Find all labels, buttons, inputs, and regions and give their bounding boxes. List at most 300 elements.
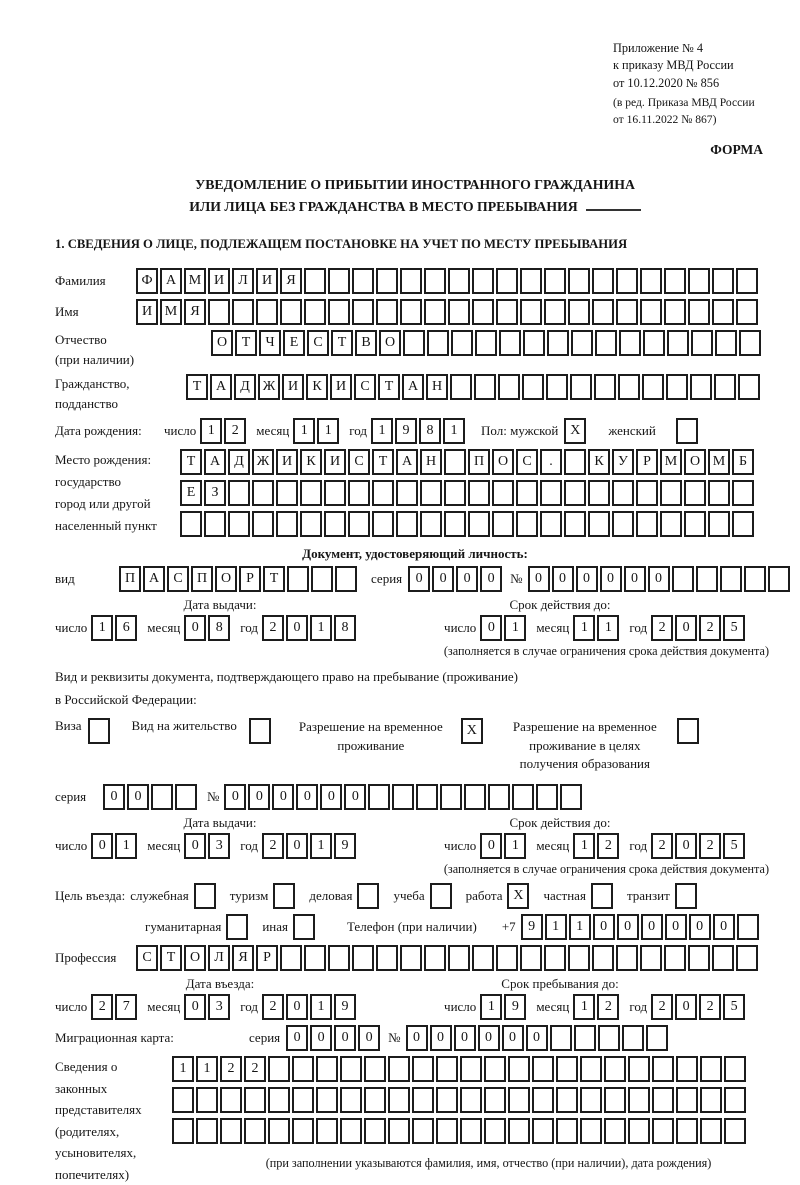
char-cell[interactable]: 0	[432, 566, 454, 592]
char-cell[interactable]: 1	[597, 615, 619, 641]
char-cell[interactable]	[468, 480, 490, 506]
char-cell[interactable]	[232, 299, 254, 325]
char-cell[interactable]	[592, 268, 614, 294]
char-cell[interactable]: 1	[310, 994, 332, 1020]
checkbox-cell[interactable]: X	[507, 883, 529, 909]
char-cell[interactable]	[546, 374, 568, 400]
char-cell[interactable]: И	[136, 299, 158, 325]
char-cell[interactable]	[508, 1087, 530, 1113]
char-cell[interactable]: К	[306, 374, 328, 400]
char-cell[interactable]: И	[276, 449, 298, 475]
char-cell[interactable]	[684, 511, 706, 537]
char-cell[interactable]: Р	[239, 566, 261, 592]
char-cell[interactable]	[444, 480, 466, 506]
char-cell[interactable]	[736, 268, 758, 294]
char-cell[interactable]	[564, 449, 586, 475]
char-cell[interactable]: 6	[115, 615, 137, 641]
char-cell[interactable]: 0	[456, 566, 478, 592]
char-cell[interactable]: 9	[395, 418, 417, 444]
char-cell[interactable]	[532, 1087, 554, 1113]
char-cell[interactable]	[287, 566, 309, 592]
char-cell[interactable]	[220, 1118, 242, 1144]
char-cell[interactable]: 0	[91, 833, 113, 859]
char-cell[interactable]	[556, 1056, 578, 1082]
char-cell[interactable]	[300, 480, 322, 506]
char-cell[interactable]: Я	[184, 299, 206, 325]
char-cell[interactable]: 0	[648, 566, 670, 592]
char-cell[interactable]: М	[708, 449, 730, 475]
char-cell[interactable]	[520, 945, 542, 971]
char-cell[interactable]	[484, 1056, 506, 1082]
char-cell[interactable]	[664, 945, 686, 971]
char-cell[interactable]	[690, 374, 712, 400]
char-cell[interactable]: О	[379, 330, 401, 356]
char-cell[interactable]: 0	[675, 833, 697, 859]
char-cell[interactable]	[676, 1056, 698, 1082]
char-cell[interactable]: 1	[569, 914, 591, 940]
char-cell[interactable]: О	[184, 945, 206, 971]
char-cell[interactable]: 0	[184, 994, 206, 1020]
char-cell[interactable]	[268, 1087, 290, 1113]
char-cell[interactable]	[316, 1056, 338, 1082]
char-cell[interactable]	[204, 511, 226, 537]
char-cell[interactable]	[328, 268, 350, 294]
char-cell[interactable]	[340, 1056, 362, 1082]
char-cell[interactable]: С	[307, 330, 329, 356]
char-cell[interactable]: 0	[641, 914, 663, 940]
char-cell[interactable]: 0	[430, 1025, 452, 1051]
char-cell[interactable]: 0	[184, 615, 206, 641]
char-cell[interactable]	[580, 1056, 602, 1082]
char-cell[interactable]	[412, 1056, 434, 1082]
char-cell[interactable]: А	[204, 449, 226, 475]
char-cell[interactable]	[616, 945, 638, 971]
char-cell[interactable]: Л	[208, 945, 230, 971]
char-cell[interactable]	[268, 1118, 290, 1144]
char-cell[interactable]: Д	[228, 449, 250, 475]
char-cell[interactable]	[588, 480, 610, 506]
char-cell[interactable]: 2	[91, 994, 113, 1020]
char-cell[interactable]: П	[191, 566, 213, 592]
char-cell[interactable]	[228, 511, 250, 537]
char-cell[interactable]	[736, 945, 758, 971]
char-cell[interactable]: В	[355, 330, 377, 356]
char-cell[interactable]	[252, 511, 274, 537]
char-cell[interactable]	[739, 330, 761, 356]
char-cell[interactable]	[732, 511, 754, 537]
char-cell[interactable]	[700, 1118, 722, 1144]
char-cell[interactable]	[732, 480, 754, 506]
char-cell[interactable]: 0	[593, 914, 615, 940]
char-cell[interactable]	[488, 784, 510, 810]
char-cell[interactable]	[444, 449, 466, 475]
char-cell[interactable]: Т	[372, 449, 394, 475]
char-cell[interactable]: 0	[526, 1025, 548, 1051]
char-cell[interactable]: Д	[234, 374, 256, 400]
char-cell[interactable]	[420, 480, 442, 506]
char-cell[interactable]	[568, 299, 590, 325]
char-cell[interactable]	[436, 1118, 458, 1144]
char-cell[interactable]	[436, 1056, 458, 1082]
char-cell[interactable]: 1	[310, 615, 332, 641]
char-cell[interactable]	[496, 299, 518, 325]
char-cell[interactable]: У	[612, 449, 634, 475]
char-cell[interactable]	[532, 1118, 554, 1144]
char-cell[interactable]	[440, 784, 462, 810]
char-cell[interactable]: 0	[286, 833, 308, 859]
char-cell[interactable]	[392, 784, 414, 810]
char-cell[interactable]: 0	[528, 566, 550, 592]
char-cell[interactable]	[667, 330, 689, 356]
char-cell[interactable]: С	[348, 449, 370, 475]
char-cell[interactable]	[592, 945, 614, 971]
char-cell[interactable]	[403, 330, 425, 356]
char-cell[interactable]: 0	[320, 784, 342, 810]
char-cell[interactable]	[460, 1056, 482, 1082]
char-cell[interactable]	[376, 299, 398, 325]
char-cell[interactable]: 5	[723, 994, 745, 1020]
char-cell[interactable]	[700, 1087, 722, 1113]
char-cell[interactable]	[220, 1087, 242, 1113]
char-cell[interactable]	[328, 945, 350, 971]
char-cell[interactable]	[424, 945, 446, 971]
char-cell[interactable]	[175, 784, 197, 810]
char-cell[interactable]	[568, 945, 590, 971]
char-cell[interactable]	[612, 511, 634, 537]
char-cell[interactable]: З	[204, 480, 226, 506]
char-cell[interactable]: 0	[127, 784, 149, 810]
char-cell[interactable]	[276, 511, 298, 537]
char-cell[interactable]: Я	[232, 945, 254, 971]
char-cell[interactable]	[516, 511, 538, 537]
checkbox-cell[interactable]	[357, 883, 379, 909]
char-cell[interactable]	[700, 1056, 722, 1082]
char-cell[interactable]: И	[208, 268, 230, 294]
char-cell[interactable]: Н	[426, 374, 448, 400]
char-cell[interactable]	[564, 511, 586, 537]
char-cell[interactable]: Ж	[258, 374, 280, 400]
char-cell[interactable]: И	[256, 268, 278, 294]
char-cell[interactable]: Т	[235, 330, 257, 356]
char-cell[interactable]	[316, 1118, 338, 1144]
char-cell[interactable]	[666, 374, 688, 400]
char-cell[interactable]	[464, 784, 486, 810]
char-cell[interactable]	[436, 1087, 458, 1113]
char-cell[interactable]: 9	[504, 994, 526, 1020]
char-cell[interactable]: 1	[504, 833, 526, 859]
char-cell[interactable]: 3	[208, 833, 230, 859]
char-cell[interactable]	[292, 1118, 314, 1144]
char-cell[interactable]	[580, 1087, 602, 1113]
char-cell[interactable]: К	[588, 449, 610, 475]
char-cell[interactable]	[172, 1087, 194, 1113]
char-cell[interactable]: А	[402, 374, 424, 400]
char-cell[interactable]: П	[119, 566, 141, 592]
char-cell[interactable]	[664, 268, 686, 294]
char-cell[interactable]: С	[354, 374, 376, 400]
checkbox-cell[interactable]	[249, 718, 271, 744]
char-cell[interactable]	[712, 268, 734, 294]
char-cell[interactable]: 1	[443, 418, 465, 444]
char-cell[interactable]: Т	[160, 945, 182, 971]
char-cell[interactable]	[388, 1087, 410, 1113]
char-cell[interactable]	[412, 1118, 434, 1144]
char-cell[interactable]	[636, 511, 658, 537]
char-cell[interactable]	[564, 480, 586, 506]
checkbox-cell[interactable]	[675, 883, 697, 909]
char-cell[interactable]: 2	[262, 994, 284, 1020]
char-cell[interactable]	[348, 511, 370, 537]
char-cell[interactable]	[292, 1087, 314, 1113]
char-cell[interactable]: А	[210, 374, 232, 400]
char-cell[interactable]	[420, 511, 442, 537]
char-cell[interactable]: 0	[286, 615, 308, 641]
checkbox-cell[interactable]	[677, 718, 699, 744]
char-cell[interactable]	[196, 1087, 218, 1113]
char-cell[interactable]: Т	[180, 449, 202, 475]
char-cell[interactable]	[328, 299, 350, 325]
char-cell[interactable]: М	[184, 268, 206, 294]
char-cell[interactable]: Т	[263, 566, 285, 592]
char-cell[interactable]	[556, 1118, 578, 1144]
char-cell[interactable]	[324, 480, 346, 506]
char-cell[interactable]	[540, 480, 562, 506]
char-cell[interactable]: 0	[344, 784, 366, 810]
char-cell[interactable]	[737, 914, 759, 940]
char-cell[interactable]	[618, 374, 640, 400]
char-cell[interactable]: 0	[296, 784, 318, 810]
char-cell[interactable]: 0	[617, 914, 639, 940]
char-cell[interactable]: С	[516, 449, 538, 475]
char-cell[interactable]	[412, 1087, 434, 1113]
char-cell[interactable]	[424, 268, 446, 294]
char-cell[interactable]: 2	[597, 994, 619, 1020]
checkbox-cell[interactable]	[88, 718, 110, 744]
char-cell[interactable]	[520, 268, 542, 294]
char-cell[interactable]	[516, 480, 538, 506]
char-cell[interactable]	[340, 1087, 362, 1113]
char-cell[interactable]	[376, 945, 398, 971]
char-cell[interactable]	[724, 1118, 746, 1144]
char-cell[interactable]	[352, 299, 374, 325]
char-cell[interactable]	[643, 330, 665, 356]
char-cell[interactable]	[574, 1025, 596, 1051]
char-cell[interactable]	[372, 480, 394, 506]
char-cell[interactable]	[604, 1118, 626, 1144]
char-cell[interactable]	[172, 1118, 194, 1144]
char-cell[interactable]	[472, 945, 494, 971]
char-cell[interactable]	[368, 784, 390, 810]
char-cell[interactable]	[208, 299, 230, 325]
char-cell[interactable]: И	[330, 374, 352, 400]
char-cell[interactable]	[304, 945, 326, 971]
char-cell[interactable]	[348, 480, 370, 506]
char-cell[interactable]: 1	[200, 418, 222, 444]
char-cell[interactable]: 1	[91, 615, 113, 641]
char-cell[interactable]: 1	[115, 833, 137, 859]
char-cell[interactable]: 9	[334, 994, 356, 1020]
char-cell[interactable]: 0	[480, 615, 502, 641]
char-cell[interactable]	[736, 299, 758, 325]
char-cell[interactable]: 0	[713, 914, 735, 940]
char-cell[interactable]	[484, 1087, 506, 1113]
char-cell[interactable]: 0	[675, 994, 697, 1020]
char-cell[interactable]: Р	[636, 449, 658, 475]
char-cell[interactable]: 0	[406, 1025, 428, 1051]
char-cell[interactable]: 0	[665, 914, 687, 940]
char-cell[interactable]: 2	[220, 1056, 242, 1082]
char-cell[interactable]	[180, 511, 202, 537]
char-cell[interactable]	[396, 480, 418, 506]
char-cell[interactable]: 0	[334, 1025, 356, 1051]
char-cell[interactable]	[660, 511, 682, 537]
char-cell[interactable]: Т	[331, 330, 353, 356]
char-cell[interactable]: 0	[480, 566, 502, 592]
char-cell[interactable]: 2	[651, 615, 673, 641]
char-cell[interactable]	[536, 784, 558, 810]
char-cell[interactable]	[604, 1087, 626, 1113]
char-cell[interactable]	[628, 1056, 650, 1082]
char-cell[interactable]	[460, 1118, 482, 1144]
char-cell[interactable]	[388, 1056, 410, 1082]
checkbox-cell[interactable]	[273, 883, 295, 909]
char-cell[interactable]: Р	[256, 945, 278, 971]
char-cell[interactable]: 5	[723, 833, 745, 859]
char-cell[interactable]: 0	[624, 566, 646, 592]
char-cell[interactable]: 0	[408, 566, 430, 592]
char-cell[interactable]	[304, 299, 326, 325]
char-cell[interactable]	[547, 330, 569, 356]
char-cell[interactable]	[400, 299, 422, 325]
char-cell[interactable]: 0	[552, 566, 574, 592]
checkbox-cell[interactable]: X	[564, 418, 586, 444]
char-cell[interactable]	[640, 299, 662, 325]
char-cell[interactable]	[664, 299, 686, 325]
char-cell[interactable]	[592, 299, 614, 325]
char-cell[interactable]: 1	[480, 994, 502, 1020]
char-cell[interactable]: М	[160, 299, 182, 325]
char-cell[interactable]	[688, 299, 710, 325]
char-cell[interactable]: 2	[262, 615, 284, 641]
char-cell[interactable]: 2	[224, 418, 246, 444]
char-cell[interactable]: М	[660, 449, 682, 475]
char-cell[interactable]	[560, 784, 582, 810]
char-cell[interactable]: Е	[283, 330, 305, 356]
char-cell[interactable]: 0	[224, 784, 246, 810]
char-cell[interactable]: 1	[573, 994, 595, 1020]
char-cell[interactable]: 1	[317, 418, 339, 444]
char-cell[interactable]	[570, 374, 592, 400]
char-cell[interactable]	[712, 299, 734, 325]
char-cell[interactable]	[532, 1056, 554, 1082]
char-cell[interactable]	[444, 511, 466, 537]
char-cell[interactable]: С	[167, 566, 189, 592]
char-cell[interactable]: 0	[358, 1025, 380, 1051]
char-cell[interactable]: 2	[651, 994, 673, 1020]
char-cell[interactable]	[715, 330, 737, 356]
char-cell[interactable]: Н	[420, 449, 442, 475]
char-cell[interactable]: 1	[196, 1056, 218, 1082]
char-cell[interactable]: П	[468, 449, 490, 475]
char-cell[interactable]: Я	[280, 268, 302, 294]
char-cell[interactable]: 0	[480, 833, 502, 859]
char-cell[interactable]: 8	[419, 418, 441, 444]
char-cell[interactable]: Т	[186, 374, 208, 400]
char-cell[interactable]: 1	[371, 418, 393, 444]
char-cell[interactable]	[523, 330, 545, 356]
char-cell[interactable]	[522, 374, 544, 400]
char-cell[interactable]	[616, 268, 638, 294]
char-cell[interactable]	[252, 480, 274, 506]
checkbox-cell[interactable]	[430, 883, 452, 909]
char-cell[interactable]	[652, 1087, 674, 1113]
char-cell[interactable]	[708, 480, 730, 506]
char-cell[interactable]: 2	[699, 994, 721, 1020]
char-cell[interactable]	[660, 480, 682, 506]
char-cell[interactable]	[256, 299, 278, 325]
char-cell[interactable]	[388, 1118, 410, 1144]
checkbox-cell[interactable]	[591, 883, 613, 909]
char-cell[interactable]	[652, 1118, 674, 1144]
char-cell[interactable]	[544, 268, 566, 294]
char-cell[interactable]	[448, 268, 470, 294]
char-cell[interactable]	[676, 1118, 698, 1144]
char-cell[interactable]	[484, 1118, 506, 1144]
char-cell[interactable]	[540, 511, 562, 537]
char-cell[interactable]: 0	[576, 566, 598, 592]
char-cell[interactable]	[619, 330, 641, 356]
char-cell[interactable]	[396, 511, 418, 537]
char-cell[interactable]	[474, 374, 496, 400]
char-cell[interactable]	[340, 1118, 362, 1144]
char-cell[interactable]	[636, 480, 658, 506]
char-cell[interactable]: 1	[573, 833, 595, 859]
char-cell[interactable]: О	[215, 566, 237, 592]
char-cell[interactable]: 2	[699, 833, 721, 859]
char-cell[interactable]	[416, 784, 438, 810]
checkbox-cell[interactable]	[194, 883, 216, 909]
char-cell[interactable]	[512, 784, 534, 810]
char-cell[interactable]: 0	[248, 784, 270, 810]
char-cell[interactable]: Т	[378, 374, 400, 400]
char-cell[interactable]	[714, 374, 736, 400]
char-cell[interactable]: Б	[732, 449, 754, 475]
char-cell[interactable]	[276, 480, 298, 506]
checkbox-cell[interactable]	[676, 418, 698, 444]
char-cell[interactable]	[544, 299, 566, 325]
char-cell[interactable]	[768, 566, 790, 592]
char-cell[interactable]	[244, 1087, 266, 1113]
char-cell[interactable]	[244, 1118, 266, 1144]
checkbox-cell[interactable]	[293, 914, 315, 940]
char-cell[interactable]	[688, 945, 710, 971]
char-cell[interactable]	[640, 945, 662, 971]
char-cell[interactable]: 2	[597, 833, 619, 859]
char-cell[interactable]: 9	[334, 833, 356, 859]
char-cell[interactable]	[568, 268, 590, 294]
char-cell[interactable]: О	[492, 449, 514, 475]
char-cell[interactable]	[268, 1056, 290, 1082]
char-cell[interactable]	[448, 299, 470, 325]
char-cell[interactable]	[472, 268, 494, 294]
char-cell[interactable]	[696, 566, 718, 592]
char-cell[interactable]	[196, 1118, 218, 1144]
char-cell[interactable]	[508, 1118, 530, 1144]
char-cell[interactable]	[498, 374, 520, 400]
char-cell[interactable]	[364, 1118, 386, 1144]
char-cell[interactable]	[448, 945, 470, 971]
char-cell[interactable]: 2	[699, 615, 721, 641]
